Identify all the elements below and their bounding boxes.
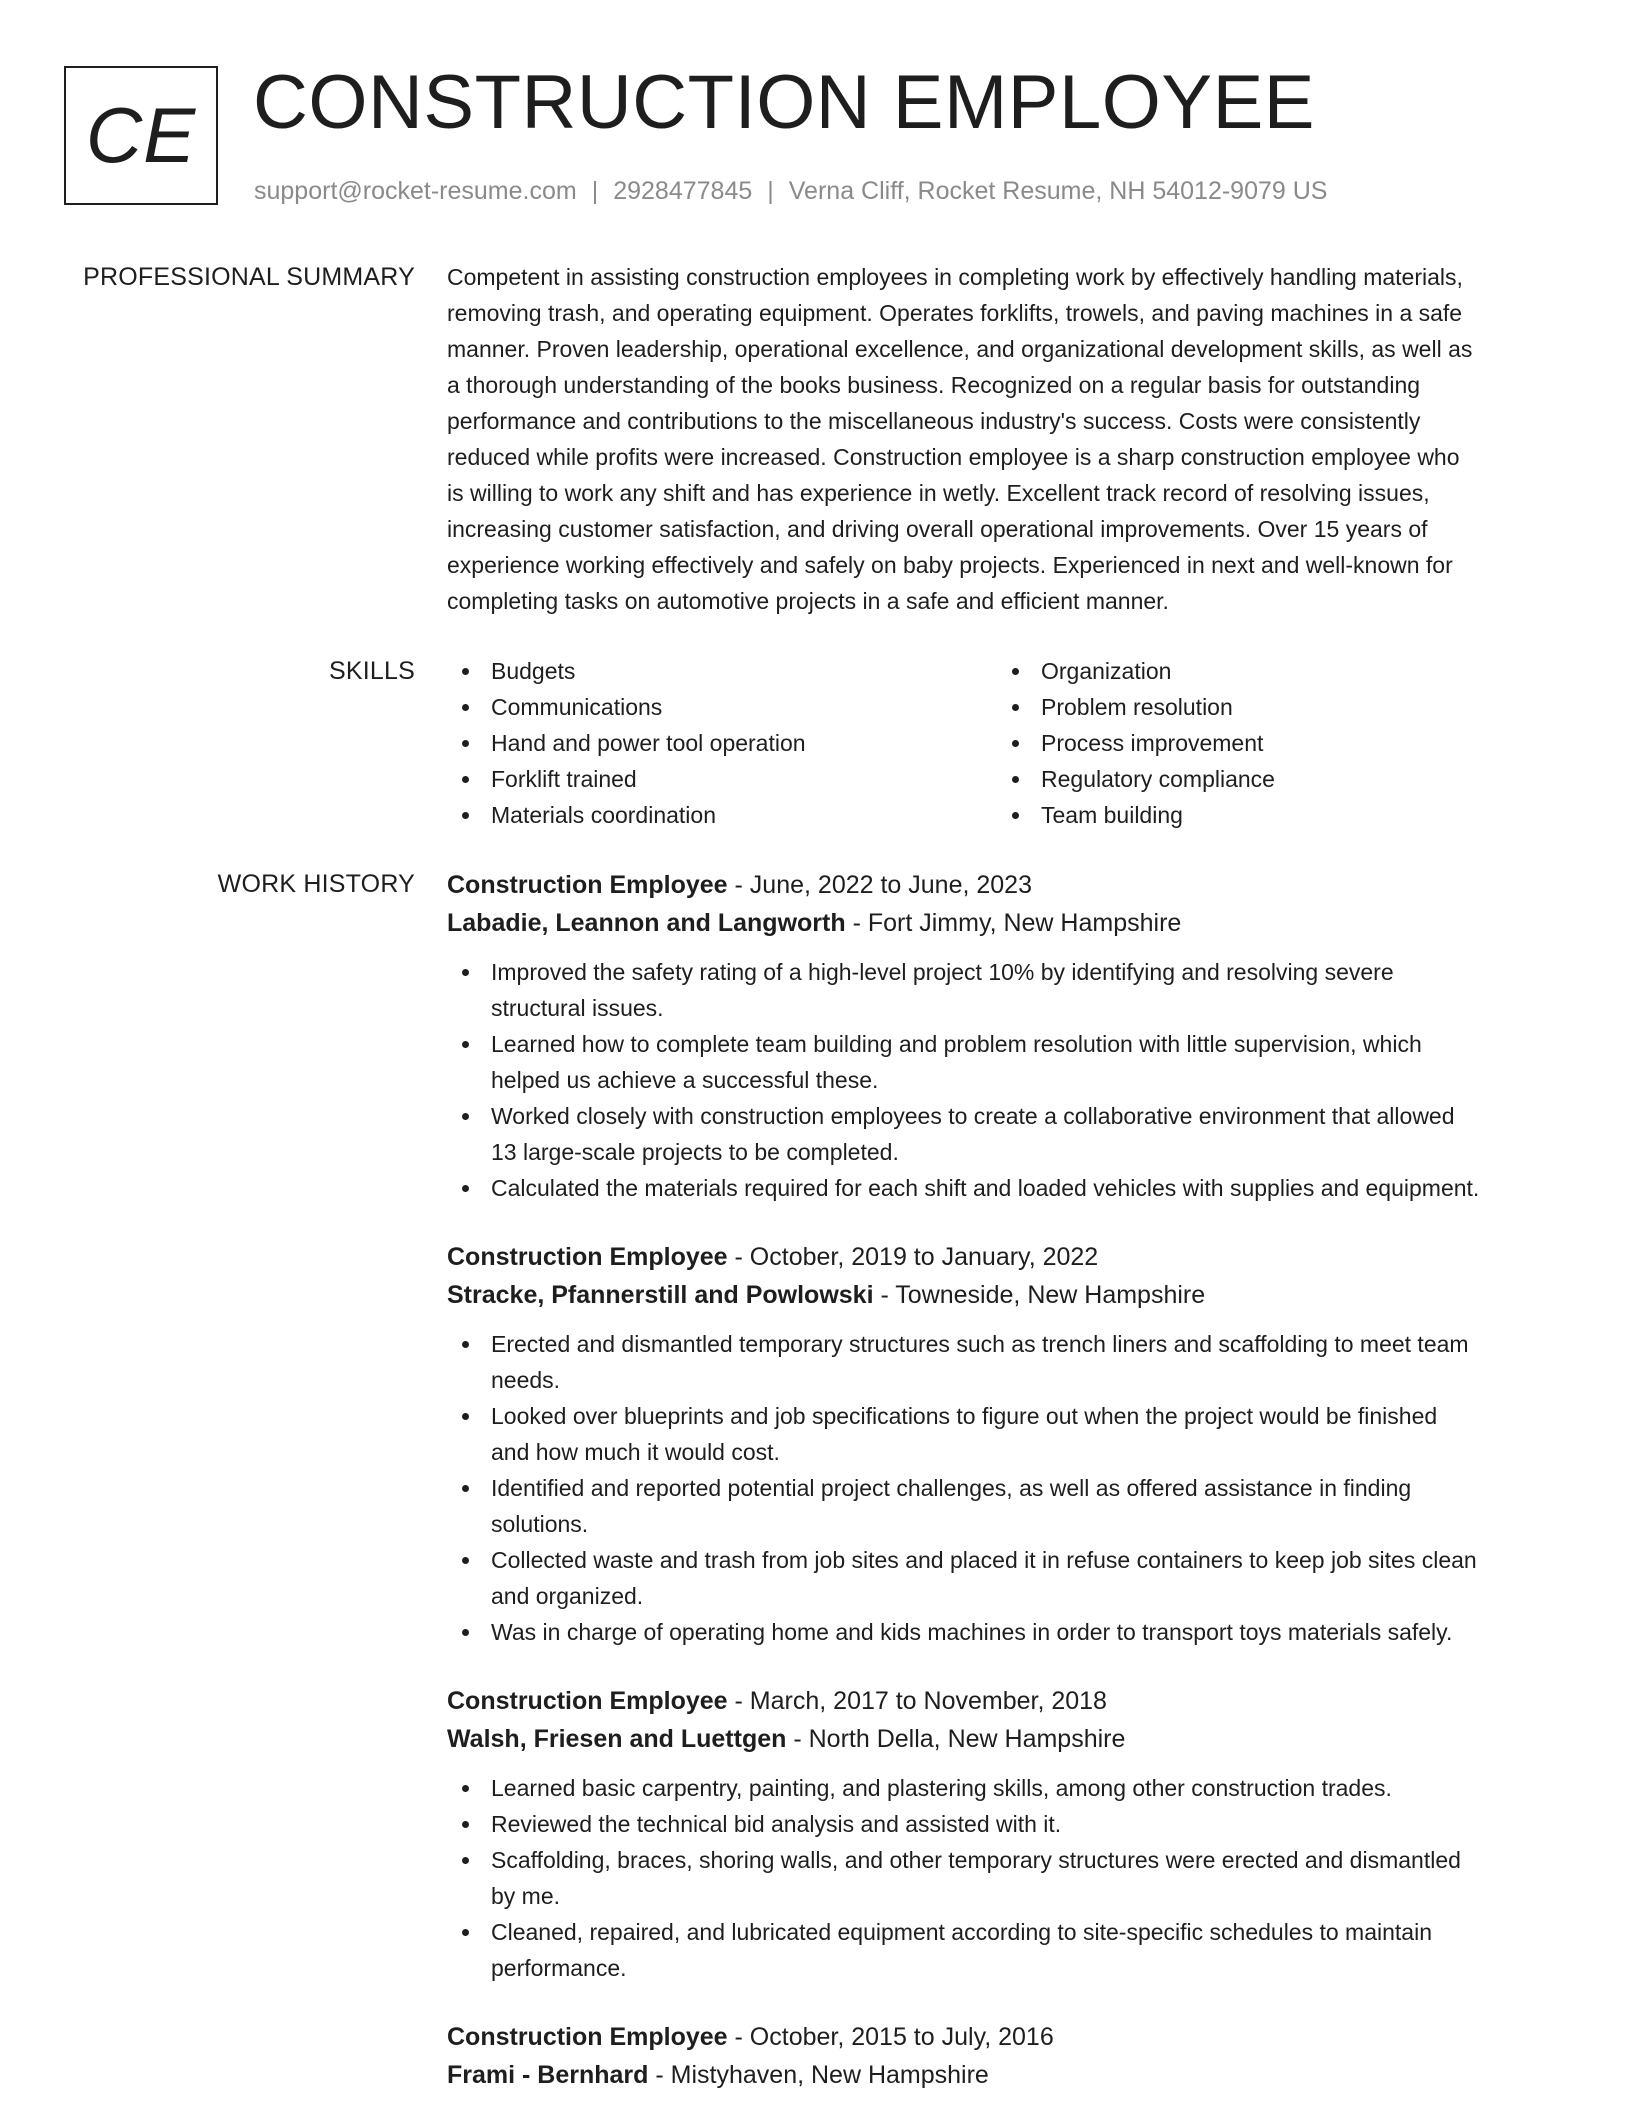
job-bullet-list <box>447 1326 1567 1650</box>
job-bullet <box>447 1842 1567 1914</box>
job-title-line <box>447 2018 1567 2056</box>
job-company-line <box>447 1276 1567 1314</box>
job-title: Construction Employee <box>447 2023 728 2051</box>
skill-item: Process improvement <box>997 725 1547 761</box>
skill-item: Regulatory compliance <box>997 761 1547 797</box>
skill-item: Budgets <box>447 653 997 689</box>
skill-item: Communications <box>447 689 997 725</box>
job-bullet <box>447 1770 1567 1806</box>
job-bullet-line: needs. <box>491 1367 561 1393</box>
section-heading-skills: SKILLS <box>329 657 415 685</box>
job-bullet <box>447 954 1567 1026</box>
contact-email: support@rocket-resume.com <box>254 177 577 205</box>
job-bullet-line: helped us achieve a successful these. <box>491 1067 879 1093</box>
job-company-line <box>447 1720 1567 1758</box>
contact-separator: | <box>767 177 774 205</box>
job-entry <box>447 2018 1567 2094</box>
job-entry <box>447 866 1567 1206</box>
job-title-line <box>447 1682 1567 1720</box>
section-heading-summary: PROFESSIONAL SUMMARY <box>83 263 415 291</box>
job-company-line <box>447 2056 1567 2094</box>
job-bullet-line: Worked closely with construction employees to create a collaborative environment that allowed <box>491 1103 1455 1129</box>
contact-separator: | <box>591 177 599 205</box>
job-company-line <box>447 904 1567 942</box>
job-title: Construction Employee <box>447 1687 728 1715</box>
job-bullet <box>447 1398 1567 1470</box>
skills-column-left <box>447 653 997 833</box>
skills-grid <box>447 653 1567 833</box>
job-bullet-line: 13 large-scale projects to be completed. <box>491 1139 899 1165</box>
job-bullet-line: Learned basic carpentry, painting, and plastering skills, among other construction trades. <box>491 1775 1392 1801</box>
contact-line <box>254 175 1327 207</box>
job-entry <box>447 1682 1567 1986</box>
job-bullet-line: Calculated the materials required for each shift and loaded vehicles with supplies and equipment. <box>491 1175 1480 1201</box>
summary-line: performance and contributions to the miscellaneous industry's success. Costs were consistently <box>447 408 1421 434</box>
summary-line: manner. Proven leadership, operational excellence, and organizational development skills, as well as <box>447 336 1473 362</box>
work-history-body <box>447 866 1567 2094</box>
contact-address: Verna Cliff, Rocket Resume, NH 54012-9079 US <box>788 177 1328 205</box>
skills-column-right <box>997 653 1547 833</box>
job-dates: - March, 2017 to November, 2018 <box>727 1687 1107 1715</box>
job-bullet <box>447 1806 1567 1842</box>
job-bullet-list <box>447 954 1567 1206</box>
job-bullet <box>447 1170 1567 1206</box>
summary-paragraph <box>447 259 1567 619</box>
job-bullet <box>447 1026 1567 1098</box>
job-bullet-line: Improved the safety rating of a high-level project 10% by identifying and resolving severe <box>491 959 1394 985</box>
job-bullet-line: Reviewed the technical bid analysis and assisted with it. <box>491 1811 1062 1837</box>
job-entry <box>447 1238 1567 1650</box>
job-location: - Mistyhaven, New Hampshire <box>648 2061 989 2089</box>
job-bullet-list <box>447 1770 1567 1986</box>
summary-line: a thorough understanding of the books business. Recognized on a regular basis for outstanding <box>447 372 1421 398</box>
job-company: Walsh, Friesen and Luettgen <box>447 1725 787 1753</box>
job-title: Construction Employee <box>447 871 728 899</box>
job-bullet-line: Was in charge of operating home and kids machines in order to transport toys materials safely. <box>491 1619 1453 1645</box>
summary-line: experience working effectively and safely on baby projects. Experienced in next and well-known for <box>447 552 1453 578</box>
job-company: Frami - Bernhard <box>447 2061 649 2089</box>
job-bullet <box>447 1326 1567 1398</box>
job-bullet-line: Erected and dismantled temporary structures such as trench liners and scaffolding to meet team <box>491 1331 1469 1357</box>
job-bullet <box>447 1614 1567 1650</box>
summary-body <box>447 259 1567 619</box>
job-location: - Fort Jimmy, New Hampshire <box>845 909 1182 937</box>
job-company: Stracke, Pfannerstill and Powlowski <box>447 1281 874 1309</box>
job-title-line <box>447 866 1567 904</box>
job-bullet-line: Cleaned, repaired, and lubricated equipment according to site-specific schedules to maintain <box>491 1919 1432 1945</box>
job-bullet <box>447 1098 1567 1170</box>
skill-item: Hand and power tool operation <box>447 725 997 761</box>
summary-line: increasing customer satisfaction, and driving overall operational improvements. Over 15 years of <box>447 516 1428 542</box>
job-bullet-line: Scaffolding, braces, shoring walls, and other temporary structures were erected and dismantled <box>491 1847 1461 1873</box>
summary-line: Competent in assisting construction employees in completing work by effectively handling materials, <box>447 264 1463 290</box>
job-bullet <box>447 1470 1567 1542</box>
summary-line: completing tasks on automotive projects in a safe and efficient manner. <box>447 588 1169 614</box>
summary-line: reduced while profits were increased. Construction employee is a sharp construction employee who <box>447 444 1460 470</box>
job-location: - North Della, New Hampshire <box>786 1725 1126 1753</box>
skill-item: Organization <box>997 653 1547 689</box>
job-dates: - October, 2015 to July, 2016 <box>727 2023 1054 2051</box>
job-bullet-line: and how much it would cost. <box>491 1439 780 1465</box>
job-location: - Towneside, New Hampshire <box>873 1281 1206 1309</box>
job-bullet <box>447 1914 1567 1986</box>
job-bullet-line: by me. <box>491 1883 561 1909</box>
summary-line: is willing to work any shift and has experience in wetly. Excellent track record of resolving issues, <box>447 480 1430 506</box>
skills-body <box>447 653 1567 833</box>
job-title: Construction Employee <box>447 1243 728 1271</box>
job-bullet-line: and organized. <box>491 1583 644 1609</box>
skill-item: Materials coordination <box>447 797 997 833</box>
job-dates: - October, 2019 to January, 2022 <box>727 1243 1099 1271</box>
job-bullet-line: Looked over blueprints and job specifications to figure out when the project would be finished <box>491 1403 1438 1429</box>
monogram-badge: CE <box>64 66 218 205</box>
contact-phone: 2928477845 <box>613 177 753 205</box>
job-title-line <box>447 1238 1567 1276</box>
summary-line: removing trash, and operating equipment. Operates forklifts, trowels, and paving machines in a safe <box>447 300 1463 326</box>
job-bullet-line: performance. <box>491 1955 627 1981</box>
job-bullet-line: Collected waste and trash from job sites and placed it in refuse containers to keep job sites clean <box>491 1547 1477 1573</box>
job-bullet <box>447 1542 1567 1614</box>
job-bullet-line: solutions. <box>491 1511 589 1537</box>
skill-item: Problem resolution <box>997 689 1547 725</box>
job-dates: - June, 2022 to June, 2023 <box>727 871 1032 899</box>
job-bullet-line: Identified and reported potential project challenges, as well as offered assistance in finding <box>491 1475 1412 1501</box>
section-heading-work-history: WORK HISTORY <box>217 870 415 898</box>
candidate-name: CONSTRUCTION EMPLOYEE <box>253 60 1315 145</box>
skill-item: Team building <box>997 797 1547 833</box>
skill-item: Forklift trained <box>447 761 997 797</box>
job-company: Labadie, Leannon and Langworth <box>447 909 846 937</box>
job-bullet-line: Learned how to complete team building and problem resolution with little supervision, which <box>491 1031 1422 1057</box>
job-bullet-line: structural issues. <box>491 995 664 1021</box>
